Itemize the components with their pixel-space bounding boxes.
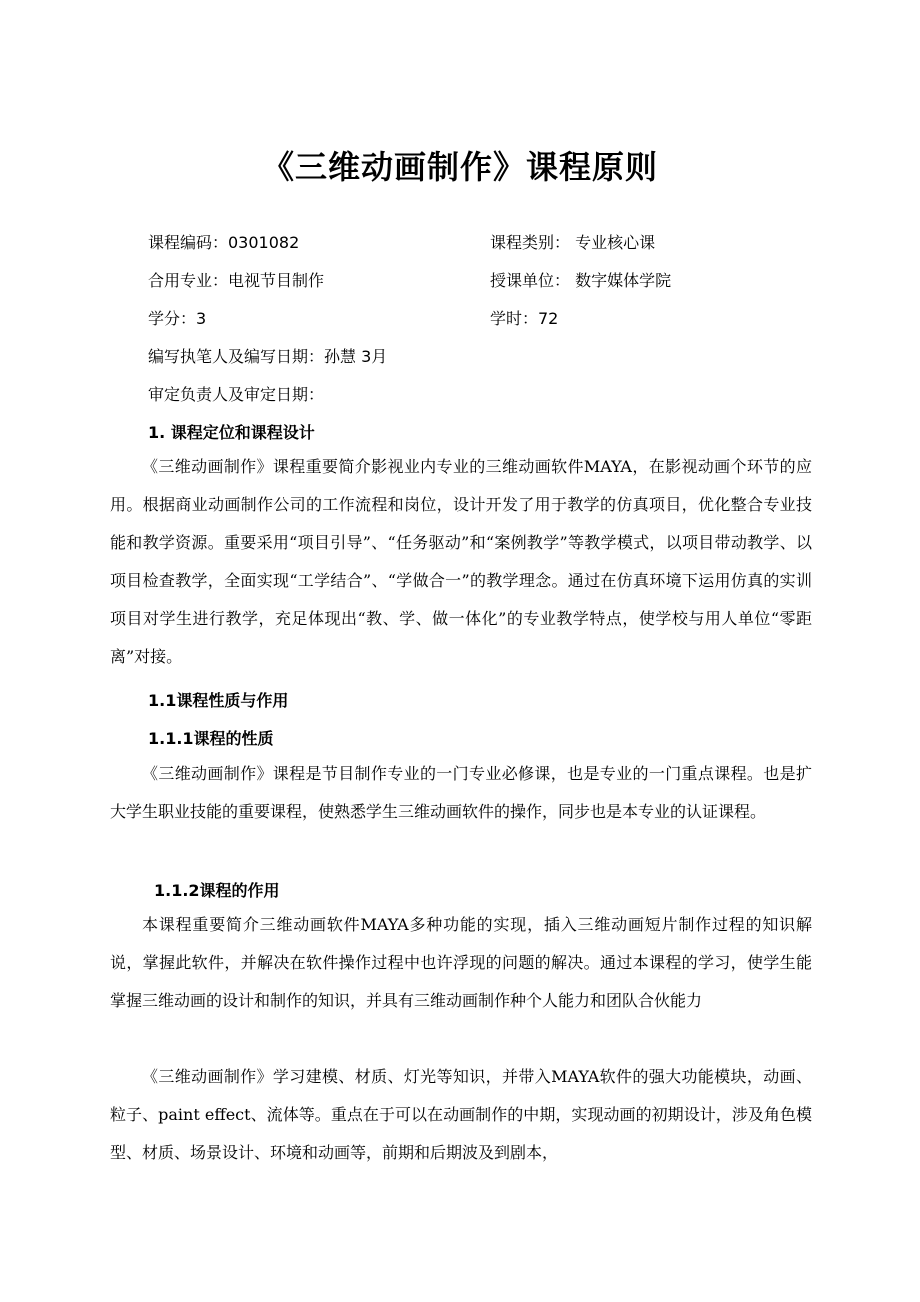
teaching-unit: 授课单位： 数字媒体学院	[490, 271, 672, 290]
course-type: 课程类别： 专业核心课	[490, 233, 656, 252]
section-1-1-2-heading: 1.1.2课程的作用	[154, 881, 280, 900]
section-1-heading: 1. 课程定位和课程设计	[148, 423, 315, 442]
applicable-major: 合用专业：电视节目制作	[148, 271, 325, 290]
section-1-1-1-paragraph: 《三维动画制作》课程是节目制作专业的一门专业必修课，也是专业的一门重点课程。也是扩大学生职业技能的重要课程，使熟悉学生三维动画软件的操作，同步也是本专业的认证课程。	[110, 764, 812, 821]
document-title: 《三维动画制作》课程原则	[261, 148, 658, 186]
class-hours: 学时：72	[490, 309, 559, 328]
section-1-1-2-paragraph-2: 《三维动画制作》学习建模、材质、灯光等知识，并带入MAYA软件的强大功能模块，动画、粒子、paint effect、流体等。重点在于可以在动画制作的中期，实现动画的初期设计，涉及角色模型、材质、场景设计、环境和动画等，前期和后期波及到剧本，	[110, 1067, 812, 1162]
author-and-date: 编写执笔人及编写日期：孙慧 3月	[148, 347, 388, 366]
section-1-1-2-paragraph-1: 本课程重要简介三维动画软件MAYA多种功能的实现，插入三维动画短片制作过程的知识解说，掌握此软件，并解决在软件操作过程中也许浮现的问题的解决。通过本课程的学习，使学生能掌握三维动画的设计和制作的知识，并具有三维动画制作种个人能力和团队合伙能力	[110, 915, 812, 1010]
course-code: 课程编码：0301082	[148, 233, 300, 252]
section-1-paragraph: 《三维动画制作》课程重要简介影视业内专业的三维动画软件MAYA，在影视动画个环节的应用。根据商业动画制作公司的工作流程和岗位，设计开发了用于教学的仿真项目，优化整合专业技能和教学资源。重要采用“项目引导”、“任务驱动”和“案例教学”等教学模式，以项目带动教学、以项目检查教学，全面实现“工学结合”、“学做合一”的教学理念。通过在仿真环境下运用仿真的实训项目对学生进行教学，充足体现出“教、学、做一体化”的专业教学特点，使学校与用人单位“零距离”对接。	[110, 457, 812, 666]
credit: 学分：3	[148, 309, 207, 328]
section-1-1-heading: 1.1课程性质与作用	[148, 691, 289, 710]
section-1-1-1-heading: 1.1.1课程的性质	[148, 729, 274, 748]
reviewer-and-date: 审定负责人及审定日期：	[148, 385, 325, 404]
